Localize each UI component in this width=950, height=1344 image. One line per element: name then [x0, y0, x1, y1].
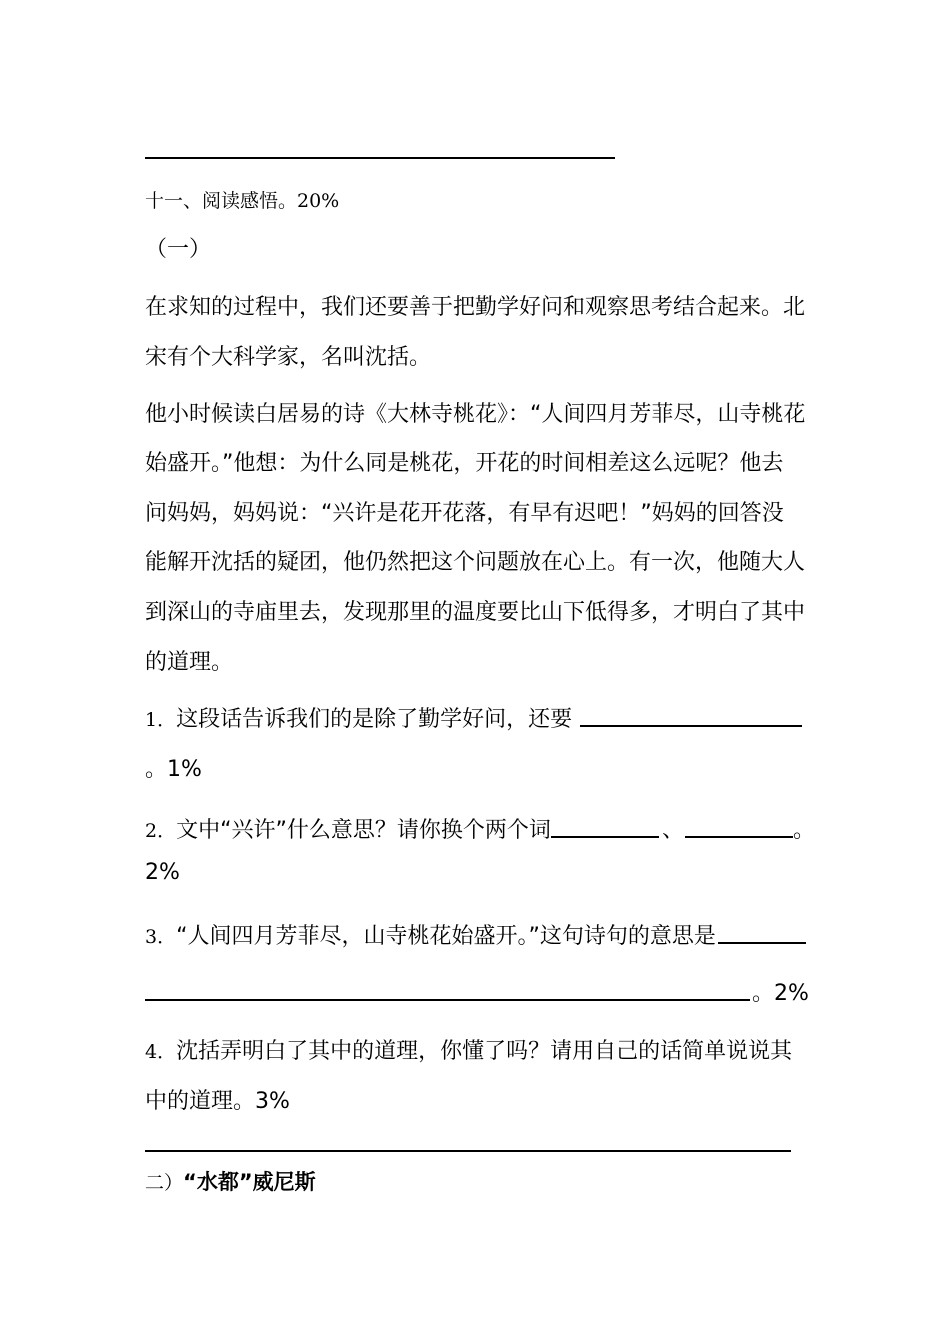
question-text: “人间四月芳菲尽，山寺桃花始盛开。”这句诗句的意思是 — [176, 924, 716, 949]
question-3 — [145, 919, 716, 950]
part2-title: “水都”威尼斯 — [183, 1170, 316, 1194]
paragraph-line: 能解开沈括的疑团，他仍然把这个问题放在心上。有一次，他随大人 — [145, 550, 806, 575]
question-4-line2: 中的道理。3% — [145, 1089, 290, 1114]
part1-label: （一） — [145, 237, 212, 262]
paragraph-line: 宋有个大科学家，名叫沈括。 — [145, 345, 432, 370]
section-heading: 十一、阅读感悟。20% — [145, 190, 340, 212]
question-2-tail: 2% — [145, 860, 180, 885]
question-2-end: 。 — [793, 818, 816, 843]
paragraph-line: 始盛开。”他想：为什么同是桃花，开花的时间相差这么远呢？他去 — [145, 451, 784, 476]
answer-blank-q2-a[interactable] — [551, 836, 659, 838]
question-4 — [145, 1034, 792, 1065]
question-number: 3． — [145, 926, 177, 948]
paragraph-line: 他小时候读白居易的诗《大林寺桃花》：“人间四月芳菲尽，山寺桃花 — [145, 402, 806, 427]
answer-blank-q1[interactable] — [580, 725, 802, 727]
answer-blank-q3-b[interactable] — [145, 999, 750, 1001]
part2-heading — [145, 1166, 316, 1196]
paragraph-line: 到深山的寺庙里去，发现那里的温度要比山下低得多，才明白了其中 — [145, 600, 806, 625]
question-number: 4． — [145, 1041, 177, 1063]
answer-blank-q3-a[interactable] — [718, 942, 806, 944]
question-2-separator: 、 — [662, 818, 685, 843]
question-text: 文中“兴许”什么意思？请你换个两个词 — [176, 818, 551, 843]
question-text: 沈括弄明白了其中的道理，你懂了吗？请用自己的话简单说说其 — [176, 1039, 793, 1064]
question-3-tail: 。2% — [752, 981, 809, 1006]
top-answer-line — [145, 157, 615, 159]
paragraph-line: 的道理。 — [145, 650, 234, 675]
question-1-tail: 。1% — [145, 757, 202, 782]
answer-blank-q4[interactable] — [145, 1150, 791, 1152]
question-text: 这段话告诉我们的是除了勤学好问，还要 — [176, 707, 573, 732]
question-2 — [145, 813, 551, 844]
answer-blank-q2-b[interactable] — [685, 836, 793, 838]
paragraph-line: 问妈妈，妈妈说：“兴许是花开花落，有早有迟吧！”妈妈的回答没 — [145, 501, 784, 526]
part2-label: 二） — [145, 1172, 184, 1194]
question-number: 2． — [145, 820, 177, 842]
question-number: 1． — [145, 709, 177, 731]
question-1 — [145, 702, 572, 733]
paragraph-line: 在求知的过程中，我们还要善于把勤学好问和观察思考结合起来。北 — [145, 295, 806, 320]
